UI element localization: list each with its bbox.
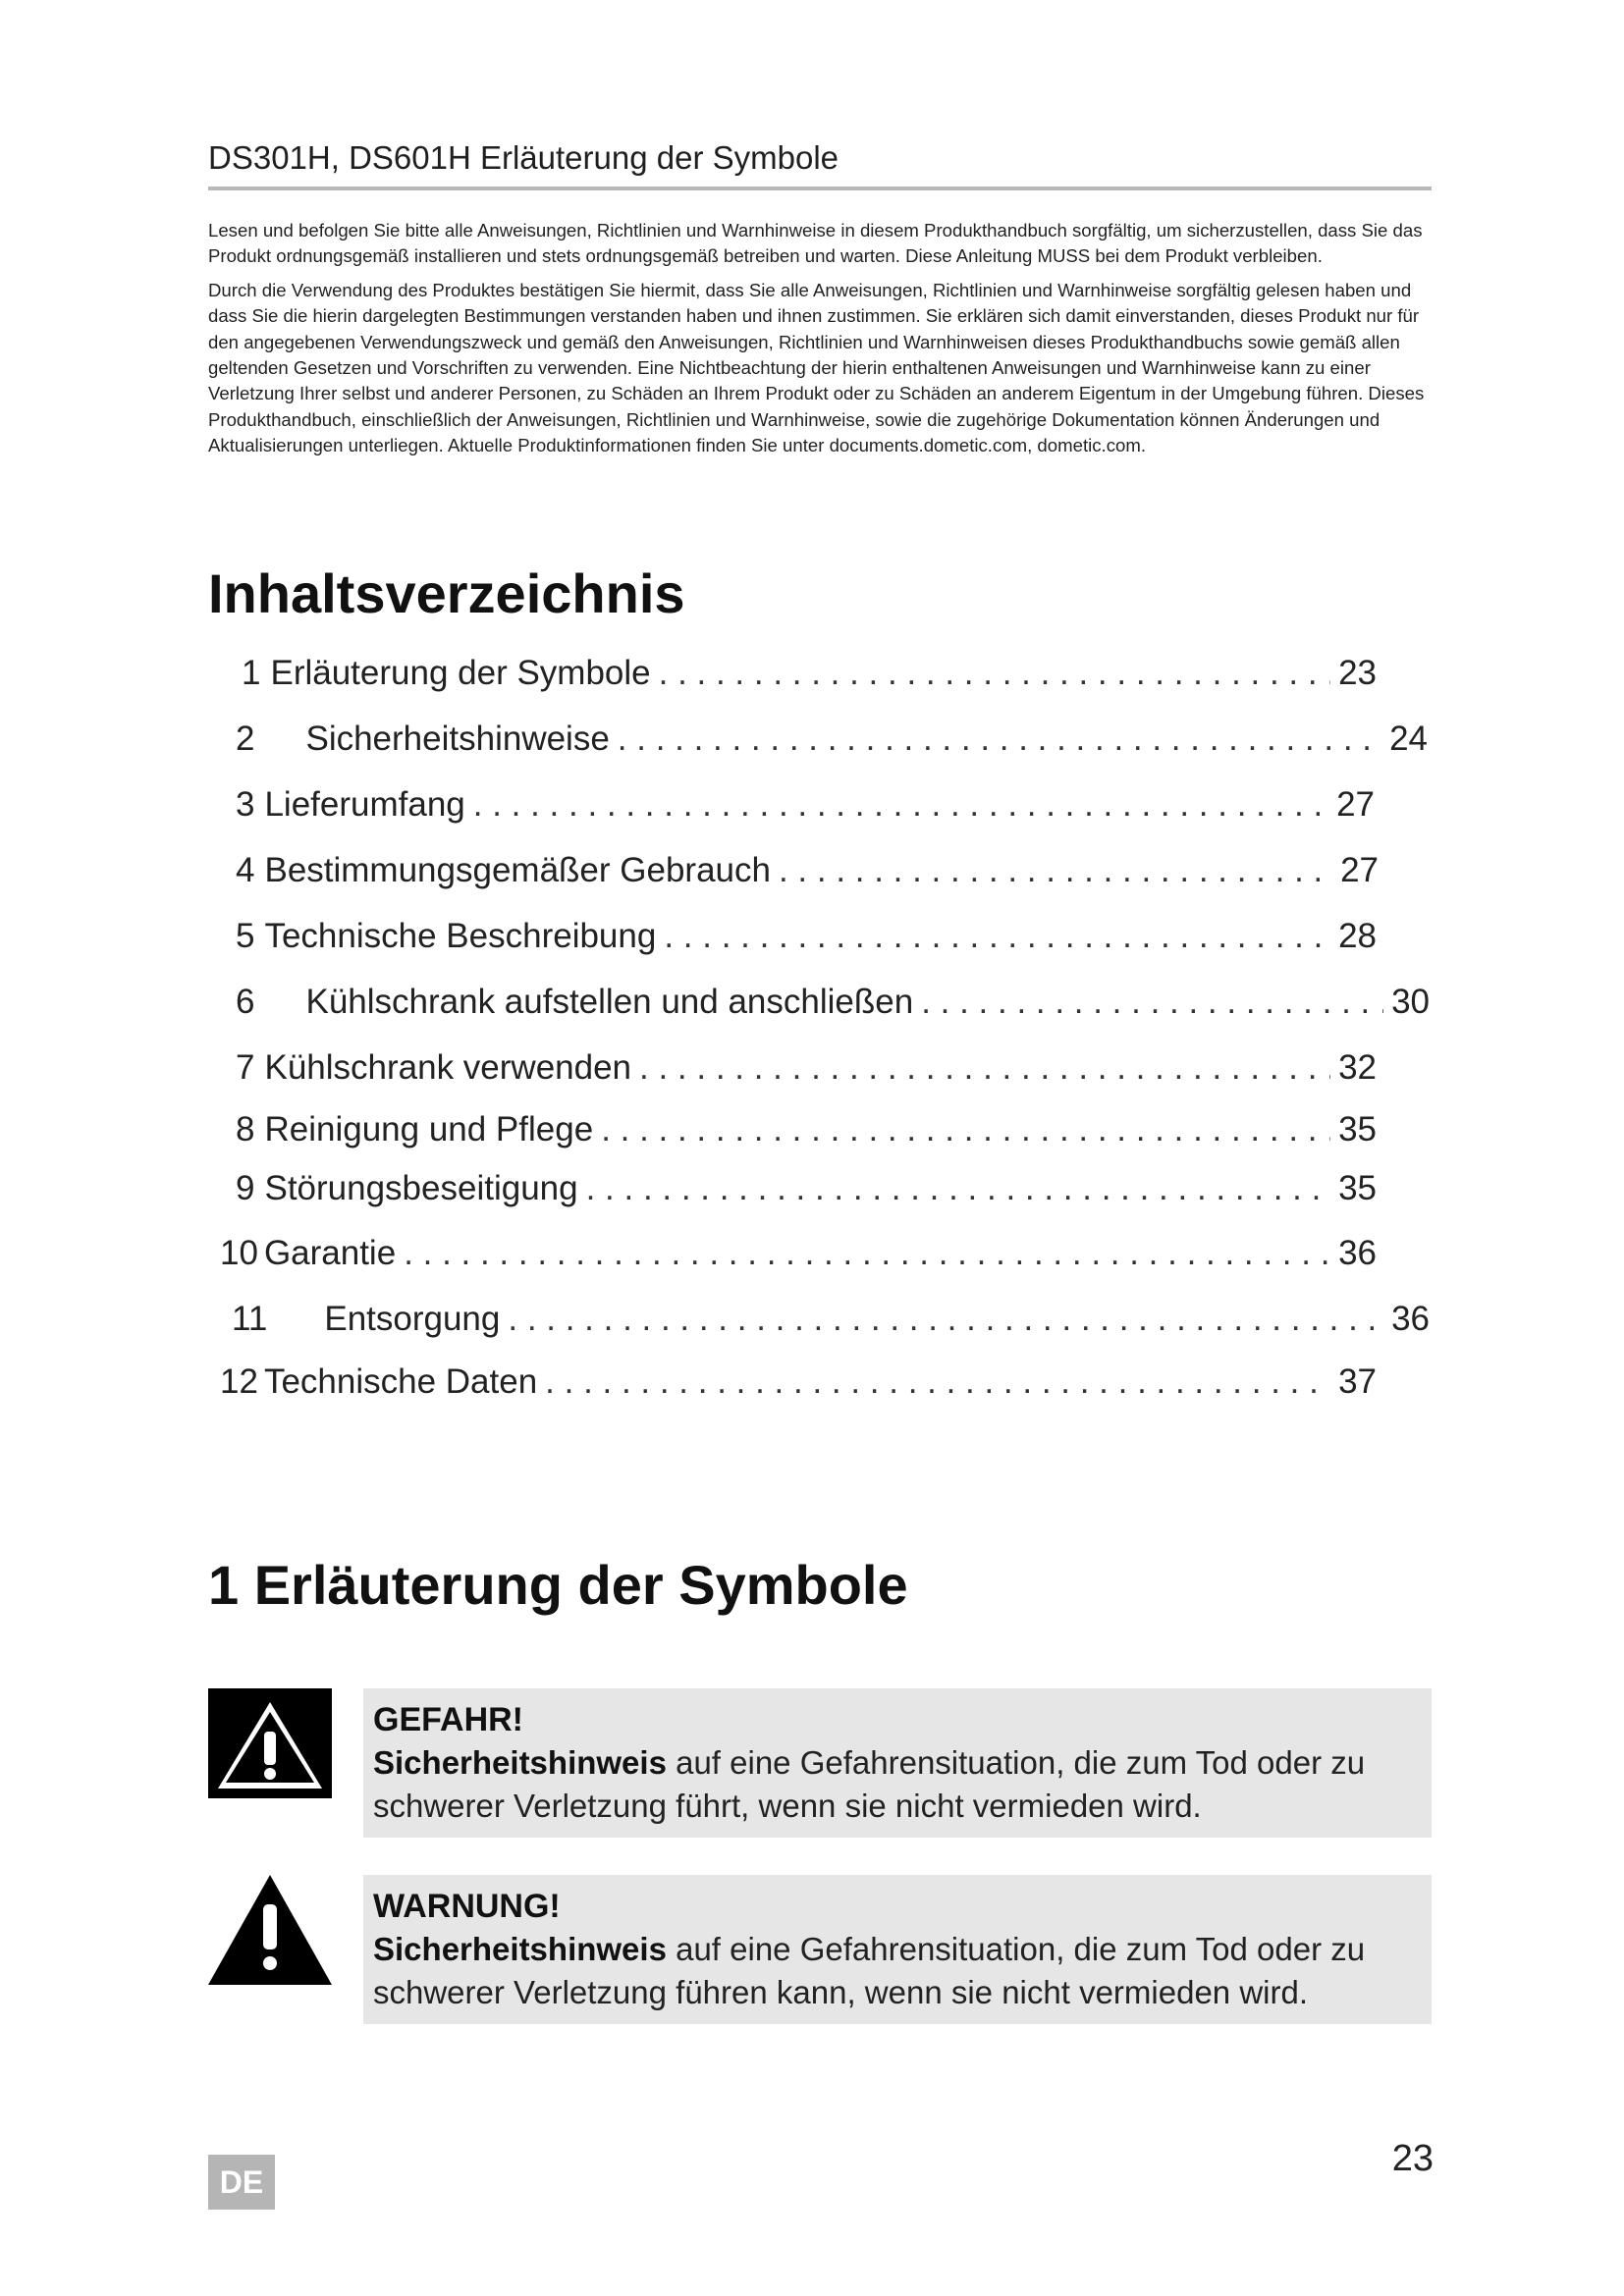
toc-entry-page: 30 bbox=[1391, 983, 1430, 1021]
toc-entry[interactable] bbox=[236, 1110, 1377, 1157]
toc-entry-page: 23 bbox=[1338, 654, 1377, 692]
toc-leader-dots bbox=[545, 1362, 1330, 1402]
toc-entry-number: 2 bbox=[236, 720, 255, 758]
toc-entry-label: Reinigung und Pflege bbox=[264, 1110, 594, 1148]
toc-entry-label: Technische Daten bbox=[263, 1362, 538, 1401]
toc-entry-page: 32 bbox=[1338, 1048, 1377, 1087]
toc-entry-label: Garantie bbox=[263, 1234, 397, 1272]
toc-leader-dots bbox=[921, 983, 1383, 1022]
toc-entry-page: 24 bbox=[1389, 720, 1428, 758]
language-badge: DE bbox=[208, 2155, 275, 2210]
toc-entry-label: Bestimmungsgemäßer Gebrauch bbox=[264, 851, 771, 889]
toc-entry-label: Erläuterung der Symbole bbox=[270, 654, 651, 692]
toc-entry-page: 35 bbox=[1338, 1110, 1377, 1148]
toc-entry-page: 35 bbox=[1338, 1169, 1377, 1207]
toc-entry-number: 12 bbox=[220, 1362, 258, 1401]
toc-entry-page: 36 bbox=[1391, 1300, 1430, 1338]
toc-entry-number: 6 bbox=[236, 983, 255, 1021]
toc-leader-dots bbox=[779, 851, 1332, 890]
warning-triangle-icon bbox=[208, 1875, 332, 1985]
note-bold-lead: Sicherheitshinweis bbox=[373, 1744, 667, 1781]
toc-entry[interactable] bbox=[236, 917, 1377, 964]
page-number: 23 bbox=[1391, 2138, 1434, 2179]
note-heading: GEFAHR! bbox=[373, 1701, 523, 1738]
toc-entry-label: Entsorgung bbox=[324, 1300, 501, 1338]
toc-entry-label: Technische Beschreibung bbox=[264, 917, 657, 955]
note-body: auf eine Gefahrensituation, die zum Tod oder zu schwerer Verletzung führt, wenn sie nicht vermieden wird. bbox=[373, 1744, 1366, 1824]
toc-entry[interactable] bbox=[236, 1169, 1377, 1216]
toc-leader-dots bbox=[659, 654, 1330, 693]
toc-leader-dots bbox=[404, 1234, 1330, 1273]
toc-entry-label: Lieferumfang bbox=[264, 785, 465, 824]
toc-entry[interactable] bbox=[236, 983, 1430, 1030]
toc-entry-page: 37 bbox=[1338, 1362, 1377, 1401]
toc-entry-label: Störungsbeseitigung bbox=[264, 1169, 578, 1207]
toc-entry-number: 4 bbox=[236, 851, 255, 889]
page-header bbox=[208, 135, 1432, 190]
toc-entry[interactable] bbox=[220, 1234, 1377, 1281]
toc-leader-dots bbox=[508, 1300, 1383, 1339]
toc-entry-number: 7 bbox=[236, 1048, 255, 1087]
toc-entry[interactable] bbox=[242, 654, 1377, 701]
toc-entry-label: Sicherheitshinweise bbox=[305, 720, 610, 758]
toc-leader-dots bbox=[601, 1110, 1330, 1149]
toc-entry-label: Kühlschrank aufstellen und anschließen bbox=[305, 983, 914, 1021]
toc-entry-number: 10 bbox=[220, 1234, 258, 1272]
note-bold-lead: Sicherheitshinweis bbox=[373, 1931, 667, 1967]
toc-entry[interactable] bbox=[236, 1048, 1377, 1095]
note-heading: WARNUNG! bbox=[373, 1888, 561, 1925]
toc-entry-page: 27 bbox=[1336, 785, 1375, 824]
section-title: 1 Erläuterung der Symbole bbox=[208, 1554, 908, 1616]
warning-note bbox=[363, 1875, 1432, 2024]
toc-leader-dots bbox=[664, 917, 1330, 956]
toc-leader-dots bbox=[639, 1048, 1330, 1088]
intro-paragraph: Durch die Verwendung des Produktes bestätigen Sie hiermit, dass Sie alle Anweisungen, Richtlinien und Warnhinweise sorgfältig gelesen haben und dass Sie die hierin dargelegten Bestimmungen verstanden haben und ihnen zustimmen. Sie erklären sich damit einverstanden, dieses Produkt nur für den angegebenen Verwendungszweck und gemäß den Anweisungen, Richtlinien und Warnhinweisen dieses Produkthandbuchs sowie gemäß allen geltenden Gesetzen und Vorschriften zu verwenden. Eine Nichtbeachtung der hierin enthaltenen Anweisungen und Warnhinweise kann zu einer Verletzung Ihrer selbst und anderer Personen, zu Schäden an Ihrem Produkt oder zu Schäden an anderem Eigentum in der Umgebung führen. Dieses Produkthandbuch, einschließlich der Anweisungen, Richtlinien und Warnhinweise, sowie die zugehörige Dokumentation können Änderungen und Aktualisierungen unterliegen. Aktuelle Produktinformationen finden Sie unter documents.dometic.com, dometic.com. bbox=[208, 279, 1425, 456]
toc-entry-number: 9 bbox=[236, 1169, 255, 1207]
note-body: auf eine Gefahrensituation, die zum Tod oder zu schwerer Verletzung führen kann, wenn sie nicht vermieden wird. bbox=[373, 1931, 1366, 2010]
toc-leader-dots bbox=[586, 1169, 1330, 1208]
toc-title: Inhaltsverzeichnis bbox=[208, 562, 685, 624]
toc-entry-page: 28 bbox=[1338, 917, 1377, 955]
intro-paragraph: Lesen und befolgen Sie bitte alle Anweisungen, Richtlinien und Warnhinweise in diesem Produkthandbuch sorgfältig, um sicherzustellen, dass Sie das Produkt ordnungsgemäß installieren und stets ordnungsgemäß betreiben und warten. Diese Anleitung MUSS bei dem Produkt verbleiben. bbox=[208, 220, 1423, 267]
toc-leader-dots bbox=[473, 785, 1328, 825]
header-title: DS301H, DS601H Erläuterung der Symbole bbox=[208, 139, 839, 176]
toc-entry[interactable] bbox=[236, 785, 1375, 832]
intro-text bbox=[208, 218, 1435, 467]
toc-entry-number: 11 bbox=[232, 1300, 268, 1338]
toc-entry-page: 36 bbox=[1338, 1234, 1377, 1272]
warning-triangle-boxed-icon bbox=[208, 1688, 332, 1798]
note-text bbox=[373, 1741, 1420, 1828]
toc-entry[interactable] bbox=[232, 1300, 1430, 1347]
toc-entry-label: Kühlschrank verwenden bbox=[264, 1048, 632, 1087]
danger-note bbox=[363, 1688, 1432, 1838]
toc-entry-number: 8 bbox=[236, 1110, 255, 1148]
toc-entry[interactable] bbox=[236, 720, 1428, 767]
toc-leader-dots bbox=[618, 720, 1381, 759]
toc-entry[interactable] bbox=[236, 851, 1379, 898]
toc-entry-number: 3 bbox=[236, 785, 255, 824]
toc-entry[interactable] bbox=[220, 1362, 1377, 1410]
toc-entry-number: 1 bbox=[242, 654, 261, 692]
toc-entry-page: 27 bbox=[1340, 851, 1379, 889]
toc-entry-number: 5 bbox=[236, 917, 255, 955]
note-text bbox=[373, 1928, 1420, 2014]
